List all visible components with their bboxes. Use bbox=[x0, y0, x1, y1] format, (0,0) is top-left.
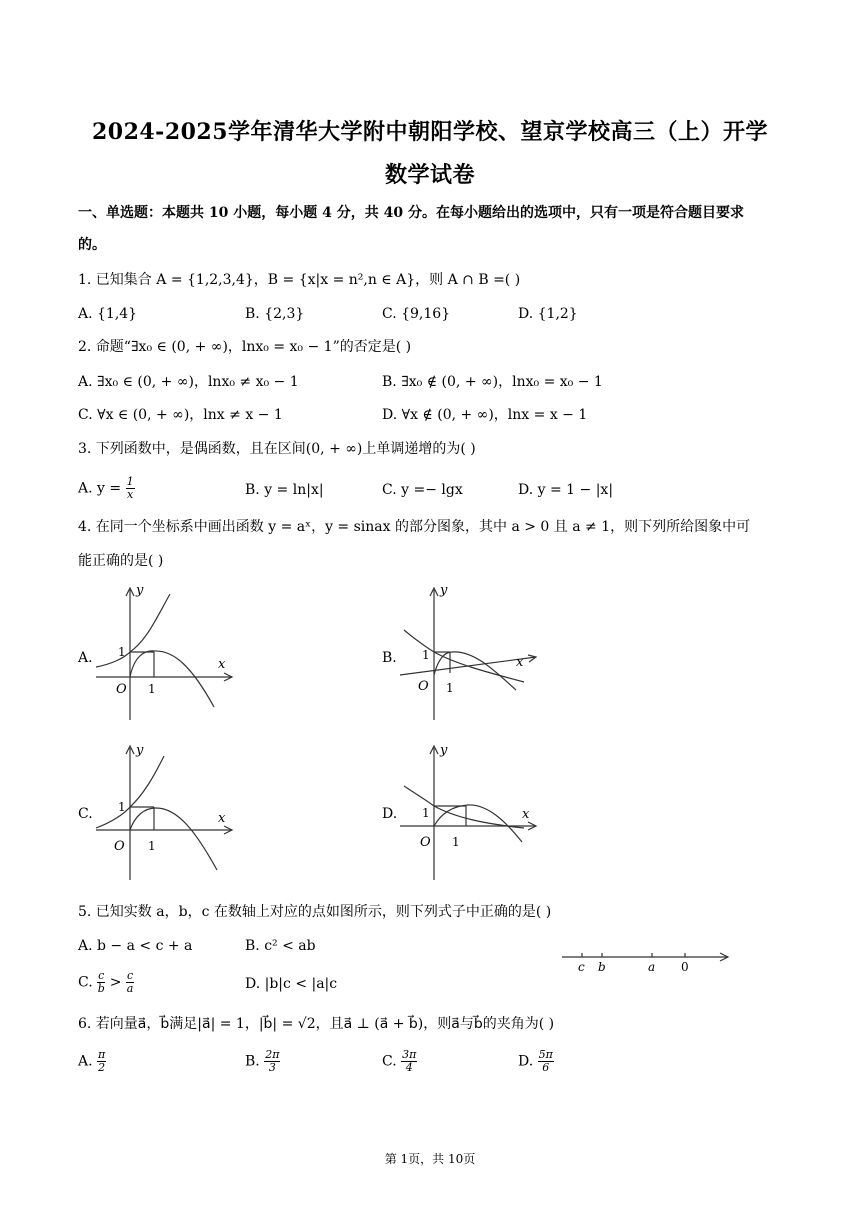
fraction-numerator: π bbox=[98, 1048, 106, 1061]
axis-y-label: y bbox=[440, 743, 448, 758]
fraction-denominator: x bbox=[126, 488, 134, 501]
exam-title-line2: 数学试卷 bbox=[384, 162, 475, 188]
q2-option-b: B. ∃x₀ ∉ (0, + ∞)，lnx₀ = x₀ − 1 bbox=[382, 374, 603, 390]
fraction-denominator: 2 bbox=[98, 1061, 106, 1074]
number-line-label-c: c bbox=[578, 960, 585, 974]
q6-option-d bbox=[518, 1049, 554, 1074]
q5-option-a: A. b − a < c + a bbox=[78, 938, 193, 954]
q3-stem: 3. 下列函数中，是偶函数，且在区间(0, + ∞)上单调递增的为( ) bbox=[78, 441, 476, 457]
q4-option-b-label: B. bbox=[382, 650, 397, 666]
number-line-label-zero: 0 bbox=[681, 960, 689, 974]
page-footer: 第 1页，共 10页 bbox=[384, 1152, 476, 1166]
q1-option-d: D. {1,2} bbox=[518, 306, 578, 322]
axis-x-label: x bbox=[218, 657, 226, 672]
q1-stem: 1. 已知集合 A = {1,2,3,4}，B = {x|x = n²,n ∈ A}，则 A ∩ B =( ) bbox=[78, 272, 521, 288]
q6-option-b bbox=[245, 1049, 280, 1074]
section-heading: 一、单选题：本题共 10 小题，每小题 4 分，共 40 分。在每小题给出的选项中，只有一项是符合题目要求 bbox=[78, 205, 744, 221]
q4-stem: 4. 在同一个坐标系中画出函数 y = aˣ，y = sinax 的部分图象，其中 a > 0 且 a ≠ 1，则下列所给图象中可 bbox=[78, 519, 751, 535]
q4-graph-b bbox=[396, 582, 541, 722]
fraction bbox=[126, 970, 134, 995]
tick-one-x: 1 bbox=[148, 839, 156, 853]
q6-option-d-prefix: D. bbox=[518, 1053, 538, 1070]
q4-option-a-label: A. bbox=[78, 650, 93, 666]
q3-option-a-fraction bbox=[126, 476, 135, 501]
fraction-denominator: a bbox=[126, 982, 134, 995]
fraction-numerator: c bbox=[126, 969, 134, 982]
fraction-denominator: 3 bbox=[268, 1061, 276, 1074]
q3-option-b: B. y = ln|x| bbox=[245, 482, 324, 498]
axis-y-label: y bbox=[440, 583, 448, 598]
q5-number-line bbox=[560, 945, 735, 975]
q2-option-a: A. ∃x₀ ∈ (0, + ∞)，lnx₀ ≠ x₀ − 1 bbox=[78, 374, 299, 390]
fraction bbox=[264, 1049, 280, 1074]
q3-option-c: C. y =− lgx bbox=[382, 482, 463, 498]
number-line-label-b: b bbox=[598, 960, 606, 974]
tick-one-x: 1 bbox=[446, 681, 454, 695]
tick-one-x: 1 bbox=[148, 682, 156, 696]
q1-option-b: B. {2,3} bbox=[245, 306, 305, 322]
axis-y-label: y bbox=[136, 743, 144, 758]
q1-option-c: C. {9,16} bbox=[382, 306, 451, 322]
origin-label: O bbox=[114, 839, 125, 854]
tick-one-y: 1 bbox=[422, 648, 430, 662]
fraction bbox=[401, 1049, 417, 1074]
exam-title-line1: 2024-2025学年清华大学附中朝阳学校、望京学校高三（上）开学 bbox=[91, 119, 769, 145]
fraction bbox=[538, 1049, 554, 1074]
q4-graph-a bbox=[92, 582, 237, 722]
q3-option-a bbox=[78, 476, 135, 501]
tick-one-y: 1 bbox=[118, 800, 126, 814]
q6-option-c bbox=[382, 1049, 417, 1074]
number-line-label-a: a bbox=[648, 960, 656, 974]
q3-option-a-prefix: A. y = bbox=[78, 480, 126, 497]
q5-stem: 5. 已知实数 a，b，c 在数轴上对应的点如图所示，则下列式子中正确的是( ) bbox=[78, 904, 552, 920]
q4-stem-cont: 能正确的是( ) bbox=[78, 553, 164, 569]
axis-x-label: x bbox=[516, 655, 524, 670]
origin-label: O bbox=[418, 679, 429, 694]
axis-x-label: x bbox=[522, 807, 530, 822]
q2-option-d: D. ∀x ∉ (0, + ∞)，lnx = x − 1 bbox=[382, 407, 588, 423]
tick-one-x: 1 bbox=[452, 835, 460, 849]
q4-graph-d bbox=[396, 742, 541, 882]
fraction bbox=[97, 1049, 106, 1074]
q2-option-c: C. ∀x ∈ (0, + ∞)，lnx ≠ x − 1 bbox=[78, 407, 283, 423]
tick-one-y: 1 bbox=[422, 806, 430, 820]
fraction-denominator: 4 bbox=[405, 1061, 413, 1074]
origin-label: O bbox=[420, 835, 431, 850]
q6-option-a bbox=[78, 1049, 106, 1074]
q1-option-a: A. {1,4} bbox=[78, 306, 138, 322]
q5-option-d: D. |b|c < |a|c bbox=[245, 976, 338, 992]
fraction-numerator: c bbox=[98, 969, 105, 982]
q5-option-b: B. c² < ab bbox=[245, 938, 316, 954]
fraction-denominator: 6 bbox=[542, 1061, 550, 1074]
q6-option-a-prefix: A. bbox=[78, 1053, 98, 1070]
q4-graph-c bbox=[92, 742, 237, 882]
section-heading-cont: 的。 bbox=[78, 237, 106, 253]
axis-y-label: y bbox=[136, 583, 144, 598]
q6-option-c-prefix: C. bbox=[382, 1053, 402, 1070]
fraction-numerator: 5π bbox=[538, 1048, 553, 1061]
q6-stem: 6. 若向量a⃗，b⃗满足|a⃗| = 1，|b⃗| = √2，且a⃗ ⊥ (a⃗ + b⃗)，则a⃗与b⃗的夹角为( ) bbox=[78, 1016, 555, 1032]
fraction-numerator: 1 bbox=[126, 475, 134, 488]
q4-option-c-label: C. bbox=[78, 806, 93, 822]
greater-than-sign: > bbox=[105, 974, 126, 991]
fraction-denominator: b bbox=[97, 982, 105, 995]
q2-stem: 2. 命题“∃x₀ ∈ (0, + ∞)，lnx₀ = x₀ − 1”的否定是( ) bbox=[78, 339, 412, 355]
q3-option-d: D. y = 1 − |x| bbox=[518, 482, 614, 498]
q4-option-d-label: D. bbox=[382, 806, 398, 822]
q6-option-b-prefix: B. bbox=[245, 1053, 265, 1070]
q5-option-c-prefix: C. bbox=[78, 974, 98, 991]
origin-label: O bbox=[116, 682, 127, 697]
fraction-numerator: 3π bbox=[402, 1048, 417, 1061]
axis-x-label: x bbox=[218, 811, 226, 826]
tick-one-y: 1 bbox=[118, 645, 126, 659]
q5-option-c bbox=[78, 970, 134, 995]
fraction-numerator: 2π bbox=[265, 1048, 280, 1061]
